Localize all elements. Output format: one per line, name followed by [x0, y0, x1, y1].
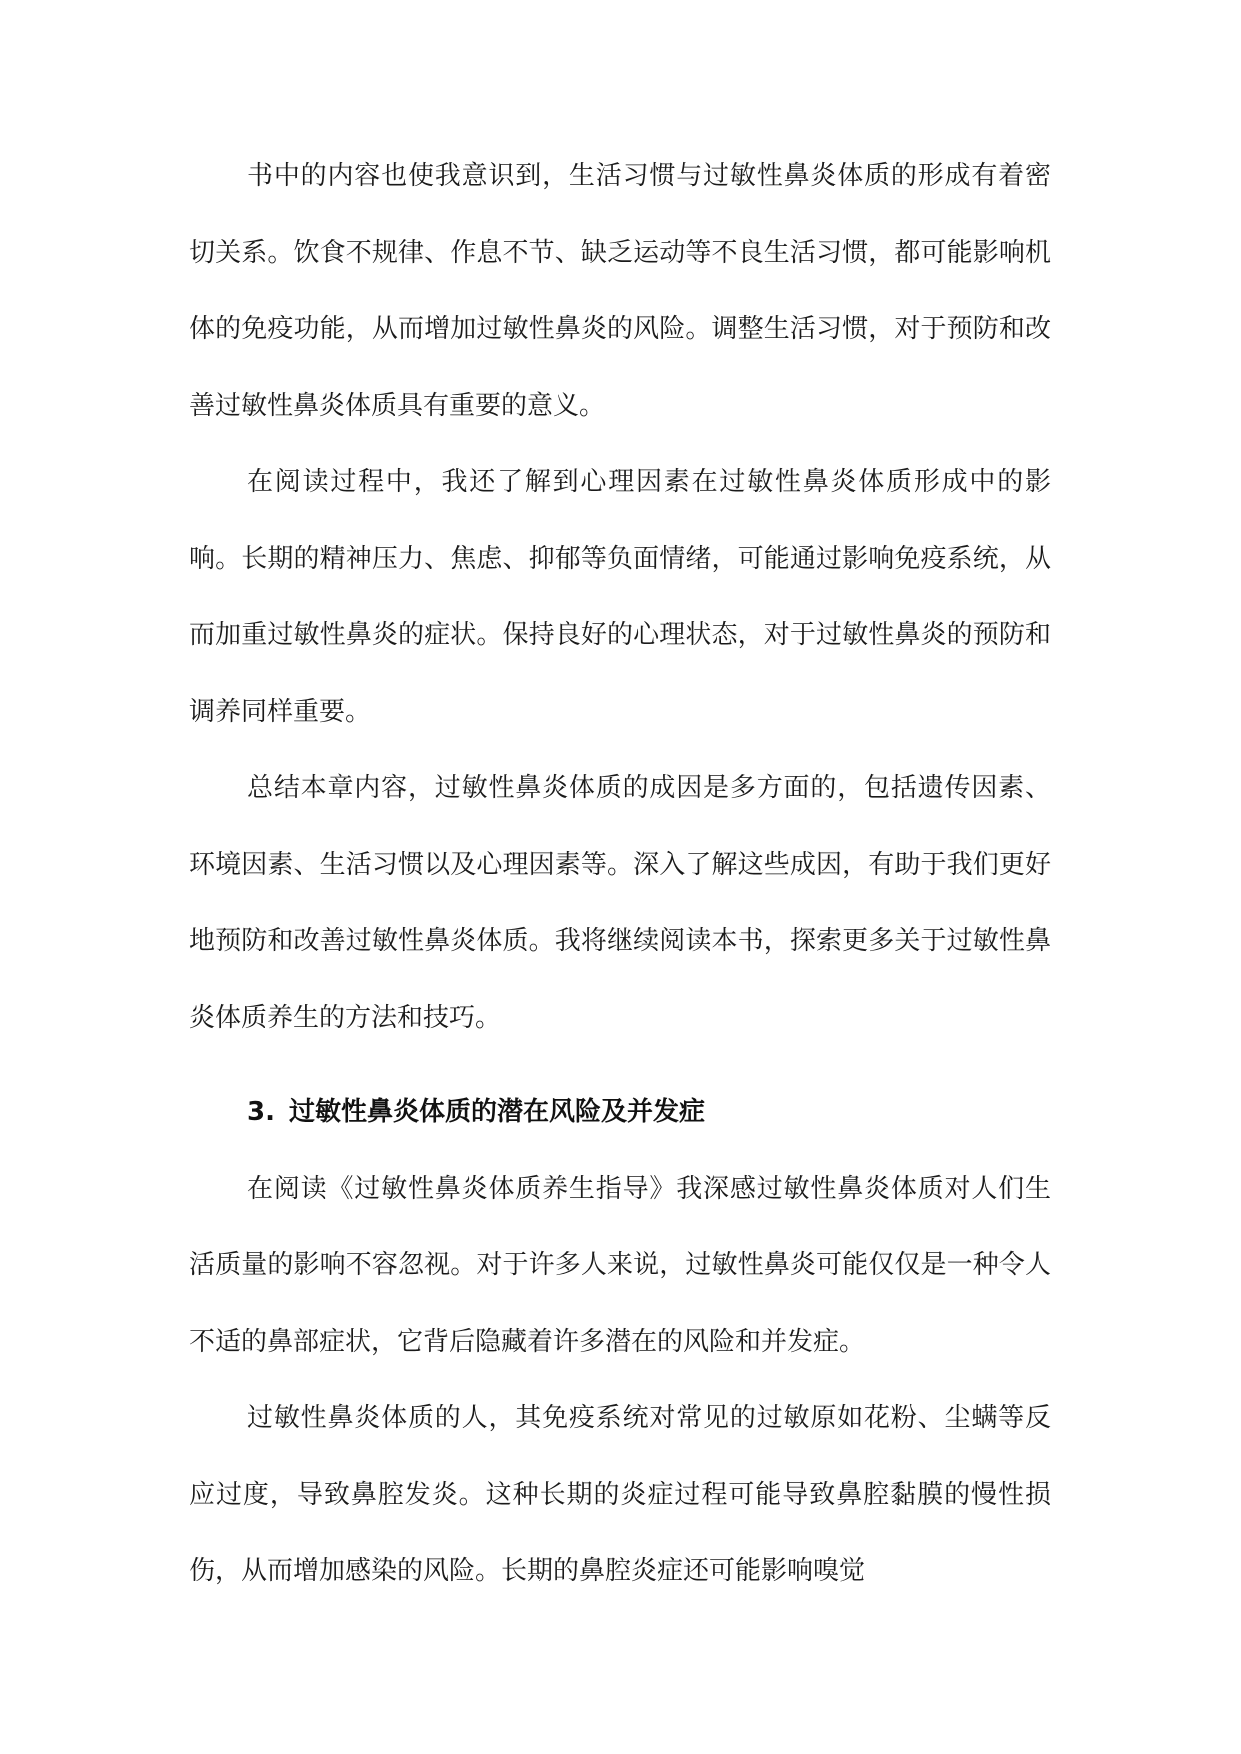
paragraph-psychological-factors: 在阅读过程中，我还了解到心理因素在过敏性鼻炎体质形成中的影响。长期的精神压力、焦虑、抑郁等负面情绪，可能通过影响免疫系统，从而加重过敏性鼻炎的症状。保持良好的心理状态，对于过敏性鼻炎的预防和调养同样重要。: [189, 467, 1051, 727]
paragraph-immune-response: 过敏性鼻炎体质的人，其免疫系统对常见的过敏原如花粉、尘螨等反应过度，导致鼻腔发炎。这种长期的炎症过程可能导致鼻腔黏膜的慢性损伤，从而增加感染的风险。长期的鼻腔炎症还可能影响嗅觉: [189, 1403, 1051, 1586]
document-body: [189, 138, 1051, 1610]
paragraph-chapter-summary: 总结本章内容，过敏性鼻炎体质的成因是多方面的，包括遗传因素、环境因素、生活习惯以及心理因素等。深入了解这些成因，有助于我们更好地预防和改善过敏性鼻炎体质。我将继续阅读本书，探索更多关于过敏性鼻炎体质养生的方法和技巧。: [189, 773, 1051, 1033]
paragraph-quality-of-life: 在阅读《过敏性鼻炎体质养生指导》我深感过敏性鼻炎体质对人们生活质量的影响不容忽视。对于许多人来说，过敏性鼻炎可能仅仅是一种令人不适的鼻部症状，它背后隐藏着许多潜在的风险和并发症。: [189, 1173, 1051, 1357]
section-heading: [189, 1074, 1051, 1151]
section-title: 过敏性鼻炎体质的潜在风险及并发症: [288, 1097, 705, 1127]
section-number: 3.: [247, 1097, 275, 1127]
paragraph-lifestyle-habits: 书中的内容也使我意识到，生活习惯与过敏性鼻炎体质的形成有着密切关系。饮食不规律、作息不节、缺乏运动等不良生活习惯，都可能影响机体的免疫功能，从而增加过敏性鼻炎的风险。调整生活习惯，对于预防和改善过敏性鼻炎体质具有重要的意义。: [189, 161, 1051, 421]
